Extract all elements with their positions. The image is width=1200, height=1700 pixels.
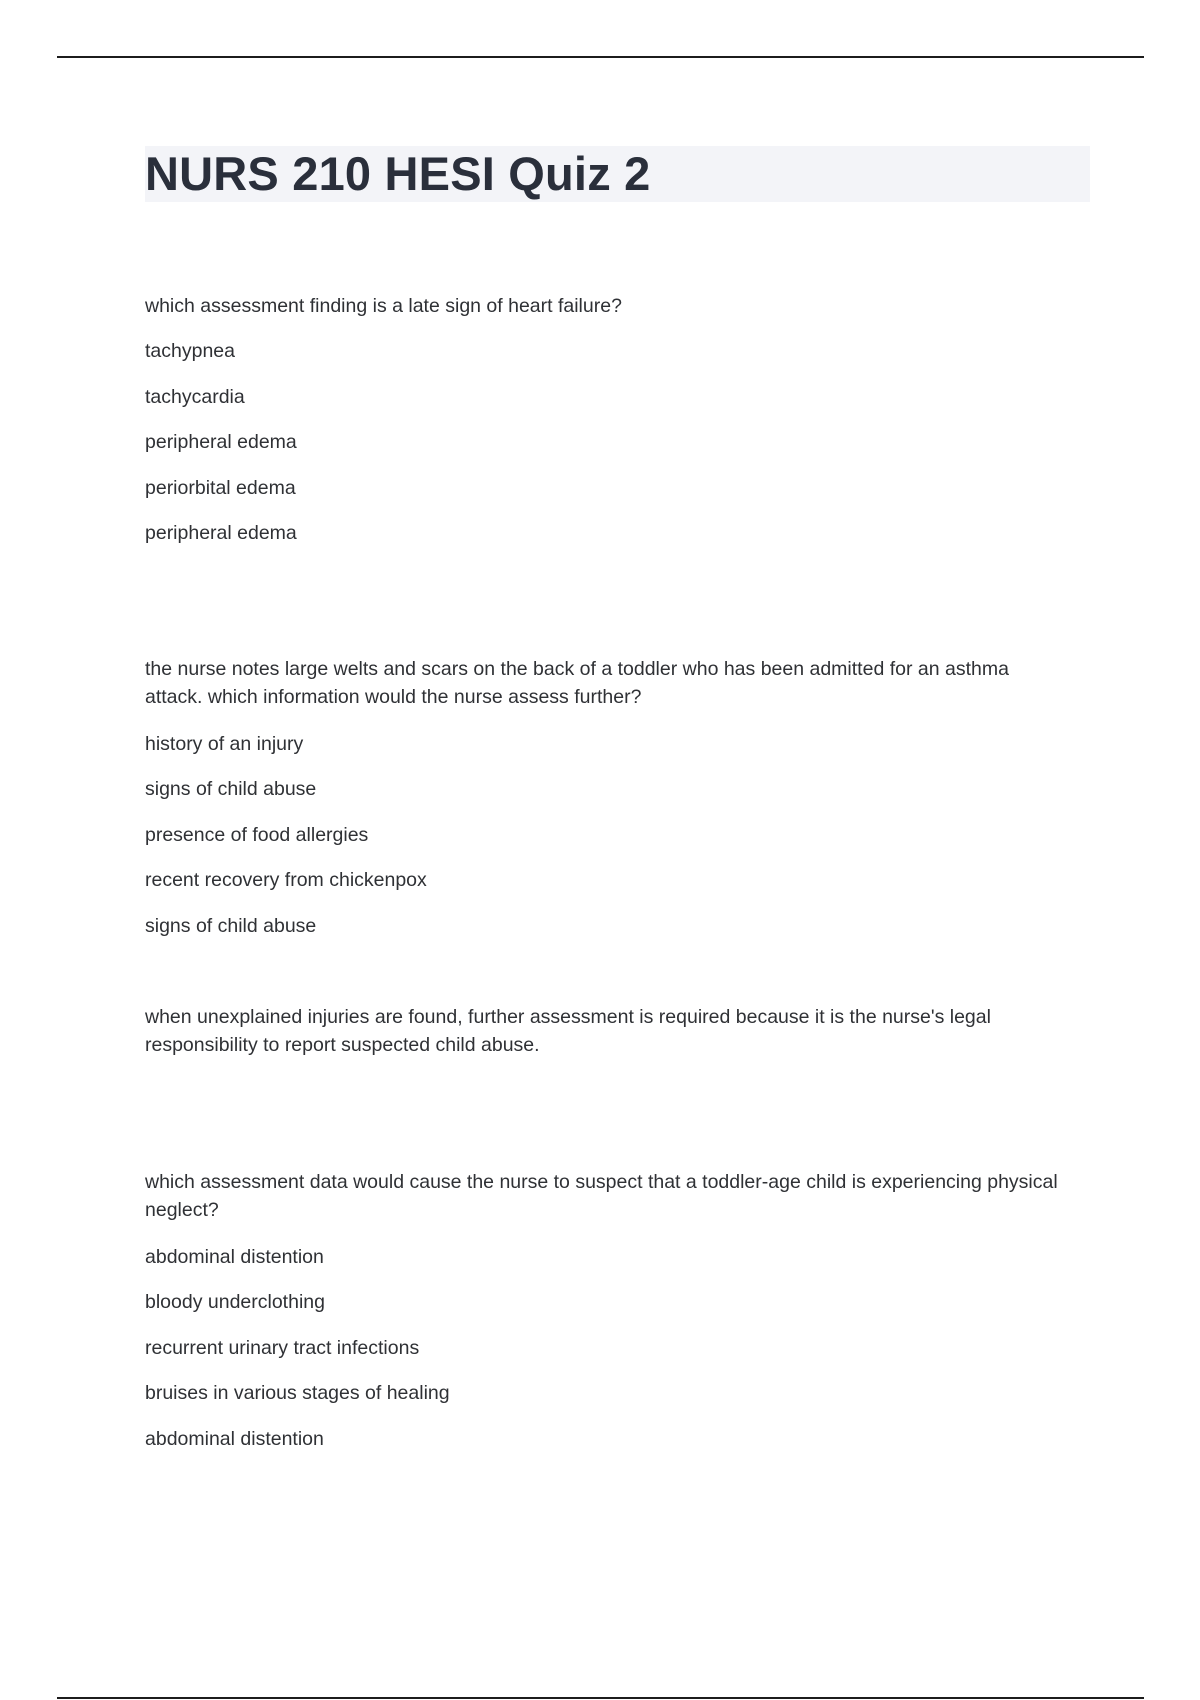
q3-question: neglect? — [145, 1199, 219, 1221]
q1-option: tachypnea — [145, 340, 235, 362]
bottom-rule — [57, 1697, 1144, 1699]
q2-option: history of an injury — [145, 733, 304, 755]
q2-rationale: responsibility to report suspected child abuse. — [145, 1034, 540, 1056]
page-title: NURS 210 HESI Quiz 2 — [145, 147, 651, 200]
q2-option: signs of child abuse — [145, 778, 317, 800]
q1-option: tachycardia — [145, 386, 245, 408]
q3-answer: abdominal distention — [145, 1428, 324, 1450]
q1-question: which assessment finding is a late sign of heart failure? — [145, 295, 622, 317]
q1-option: peripheral edema — [145, 431, 297, 453]
q2-option: presence of food allergies — [145, 824, 369, 846]
q3-option: recurrent urinary tract infections — [145, 1337, 420, 1359]
q2-option: recent recovery from chickenpox — [145, 869, 427, 891]
q3-option: abdominal distention — [145, 1246, 324, 1268]
q2-question: attack. which information would the nurse assess further? — [145, 686, 642, 708]
q2-answer: signs of child abuse — [145, 915, 317, 937]
q1-option: periorbital edema — [145, 477, 296, 499]
q3-option: bruises in various stages of healing — [145, 1382, 450, 1404]
q3-option: bloody underclothing — [145, 1291, 325, 1313]
top-rule — [57, 56, 1144, 58]
q3-question: which assessment data would cause the nurse to suspect that a toddler-age child is experiencing physical — [145, 1171, 1058, 1193]
q2-rationale: when unexplained injuries are found, further assessment is required because it is the nurse's legal — [145, 1006, 991, 1028]
q2-question: the nurse notes large welts and scars on the back of a toddler who has been admitted for an asthma — [145, 658, 1009, 680]
q1-answer: peripheral edema — [145, 522, 297, 544]
